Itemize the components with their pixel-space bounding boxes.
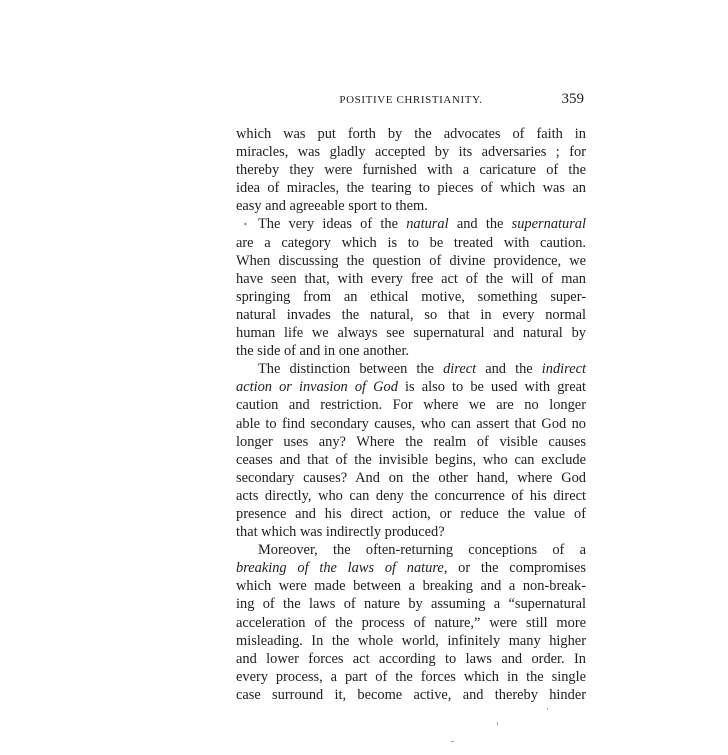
- text-run: ceases and that of the invisible begins, who can exclude: [236, 451, 586, 468]
- text-run: When discussing the question of divine providence, we: [236, 252, 586, 269]
- text-line: [236, 143, 586, 161]
- text-line: [236, 197, 586, 215]
- text-line: [236, 559, 586, 577]
- text-run: presence and his direct action, or reduce the value of: [236, 505, 586, 522]
- text-run: longer uses any? Where the realm of visible causes: [236, 433, 586, 450]
- text-run: which were made between a breaking and a non-break-: [236, 578, 586, 595]
- text-run: acceleration of the process of nature,” were still more: [236, 614, 586, 631]
- text-line: [236, 378, 586, 396]
- print-speck: [451, 741, 454, 742]
- text-line: [236, 161, 586, 179]
- text-line: [236, 577, 586, 595]
- page-number: 359: [561, 91, 584, 107]
- text-run: thereby they were furnished with a caricature of the: [236, 162, 586, 179]
- text-run: case surround it, become active, and thereby hinder: [236, 686, 586, 703]
- text-run: human life we always see supernatural and natural by: [236, 325, 586, 342]
- page-header: [236, 91, 586, 112]
- text-run: The distinction between the: [258, 361, 444, 378]
- text-line: [236, 125, 586, 143]
- text-line: [236, 523, 586, 541]
- text-run: have seen that, with every free act of the will of man: [236, 270, 586, 287]
- text-line: [236, 215, 586, 233]
- text-run: that which was indirectly produced?: [236, 524, 445, 541]
- text-line: [236, 324, 586, 342]
- italic-text: natural: [406, 216, 449, 233]
- text-line: [236, 179, 586, 197]
- italic-text: indirect: [541, 361, 586, 378]
- body-text: [236, 125, 586, 704]
- text-line: [236, 469, 586, 487]
- text-run: secondary causes? And on the other hand, where God: [236, 469, 586, 486]
- italic-text: direct: [443, 361, 477, 378]
- italic-text: action or invasion of God: [236, 379, 398, 396]
- text-line: [236, 270, 586, 288]
- text-run: the side of and in one another.: [236, 343, 410, 360]
- text-run: which was put forth by the advocates of faith in: [236, 126, 586, 142]
- text-line: [236, 433, 586, 451]
- text-line: [236, 686, 586, 704]
- text-run: idea of miracles, the tearing to pieces of which was an: [236, 180, 586, 197]
- text-line: [236, 306, 586, 324]
- running-head: POSITIVE CHRISTIANITY.: [339, 94, 483, 106]
- text-line: [236, 451, 586, 469]
- text-line: [236, 650, 586, 668]
- text-line: [236, 396, 586, 414]
- text-line: [236, 614, 586, 632]
- text-run: are a category which is to be treated with caution.: [236, 234, 586, 251]
- text-run: and lower forces act according to laws and order. In: [236, 650, 586, 667]
- text-line: [236, 595, 586, 613]
- text-run: able to find secondary causes, who can assert that God no: [236, 415, 586, 432]
- print-speck: [244, 223, 247, 225]
- text-run: and the: [448, 216, 512, 233]
- text-run: Moreover, the often-returning conceptions of a: [258, 542, 586, 559]
- text-line: [236, 234, 586, 252]
- text-run: acts directly, who can deny the concurrence of his direct: [236, 487, 586, 504]
- italic-text: supernatural: [511, 216, 586, 233]
- text-line: [236, 632, 586, 650]
- text-run: and the: [476, 361, 542, 378]
- text-line: [236, 342, 586, 360]
- text-line: [236, 288, 586, 306]
- text-run: is also to be used with great: [397, 379, 586, 396]
- text-run: springing from an ethical motive, something super-: [236, 288, 586, 305]
- text-run: The very ideas of the: [258, 216, 407, 233]
- text-run: misleading. In the whole world, infinitely many higher: [236, 632, 586, 649]
- text-line: [236, 487, 586, 505]
- text-line: [236, 415, 586, 433]
- text-run: , or the compromises: [443, 560, 586, 577]
- text-line: [236, 252, 586, 270]
- text-run: every process, a part of the forces which in the single: [236, 668, 586, 685]
- text-run: easy and agreeable sport to them.: [236, 198, 428, 215]
- text-run: miracles, was gladly accepted by its adversaries ; for: [236, 144, 586, 161]
- text-run: caution and restriction. For where we are no longer: [236, 397, 586, 414]
- text-line: [236, 360, 586, 378]
- print-speck: [547, 708, 548, 710]
- print-speck: [497, 722, 498, 725]
- text-line: [236, 668, 586, 686]
- text-line: [236, 541, 586, 559]
- italic-text: breaking of the laws of nature: [236, 560, 444, 577]
- text-run: natural invades the natural, so that in every normal: [236, 306, 586, 323]
- text-line: [236, 505, 586, 523]
- text-run: ing of the laws of nature by assuming a “supernatural: [236, 596, 586, 613]
